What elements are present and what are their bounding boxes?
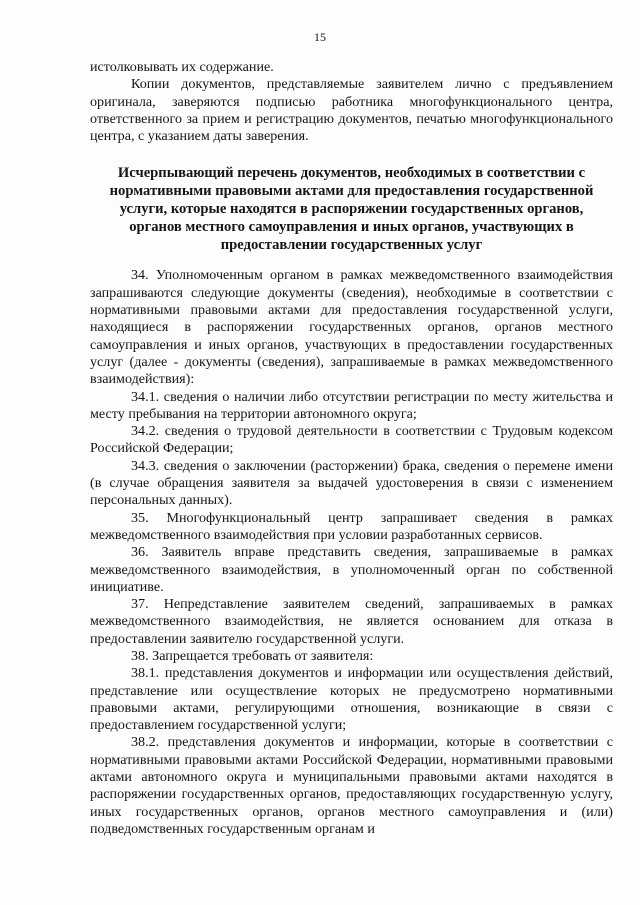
page-number: 15 — [314, 30, 326, 44]
paragraph-35: 35. Многофункциональный центр запрашивает сведения в рамках межведомственного взаимодействия при условии разработанных сервисов. — [90, 509, 613, 543]
document-body — [90, 59, 613, 838]
paragraph-38: 38. Запрещается требовать от заявителя: — [131, 648, 374, 664]
paragraph-34-3: 34.3. сведения о заключении (расторжении) брака, сведения о перемене имени (в случае обращения заявителя за выдачей удостоверения в связи с изменением персональных данных). — [90, 457, 613, 509]
paragraph-34: 34. Уполномоченным органом в рамках межведомственного взаимодействия запрашиваются следующие документы (сведения), необходимые в соответствии с нормативными правовыми актами для предоставления государственной услуги, находящиеся в распоряжении государственных органов, органов местного самоуправления и иных органов, участвующих в предоставлении государственных услуг (далее - документы (сведения), запрашиваемые в рамках межведомственного взаимодействия): — [90, 267, 613, 388]
paragraph-37: 37. Непредставление заявителем сведений, запрашиваемых в рамках межведомственного взаимодействия, не является основанием для отказа в предоставлении заявителю государственной услуги. — [90, 596, 613, 647]
paragraph-continuation: истолковывать их содержание. — [90, 59, 274, 75]
paragraph-36: 36. Заявитель вправе представить сведения, запрашиваемые в рамках межведомственного взаимодействия, в уполномоченный орган по собственной инициативе. — [90, 544, 613, 595]
paragraph-copies-certification: Копии документов, представляемые заявителем лично с предъявлением оригинала, заверяются подписью работника многофункционального центра, ответственного за прием и регистрацию документов, печатью многофункционального центра, с указанием даты заверения. — [90, 76, 613, 145]
paragraph-38-1: 38.1. представления документов и информации или осуществления действий, представление или осуществление которых не предусмотрено нормативными правовыми актами, регулирующими отношения, возникающие в связи с предоставлением государственной услуги; — [90, 665, 613, 734]
section-heading: Исчерпывающий перечень документов, необходимых в соответствии с нормативными правовыми актами для предоставления государственной услуги, которые находятся в распоряжении государственных органов, органов местного самоуправления и иных органов, участвующих в предоставлении государственных услуг — [109, 165, 594, 253]
paragraph-34-1: 34.1. сведения о наличии либо отсутствии регистрации по месту жительства и месту пребывания на территории автономного округа; — [90, 388, 613, 422]
paragraph-34-2: 34.2. сведения о трудовой деятельности в соответствии с Трудовым кодексом Российской Федерации; — [90, 423, 613, 457]
paragraph-38-2: 38.2. представления документов и информации, которые в соответствии с нормативными правовыми актами Российской Федерации, нормативными правовыми актами автономного округа и муниципальными правовыми актами находятся в распоряжении государственных органов, предоставляющих государственную услугу, иных государственных органов, органов местного самоуправления и (или) подведомственных государственным органам и — [90, 734, 613, 837]
